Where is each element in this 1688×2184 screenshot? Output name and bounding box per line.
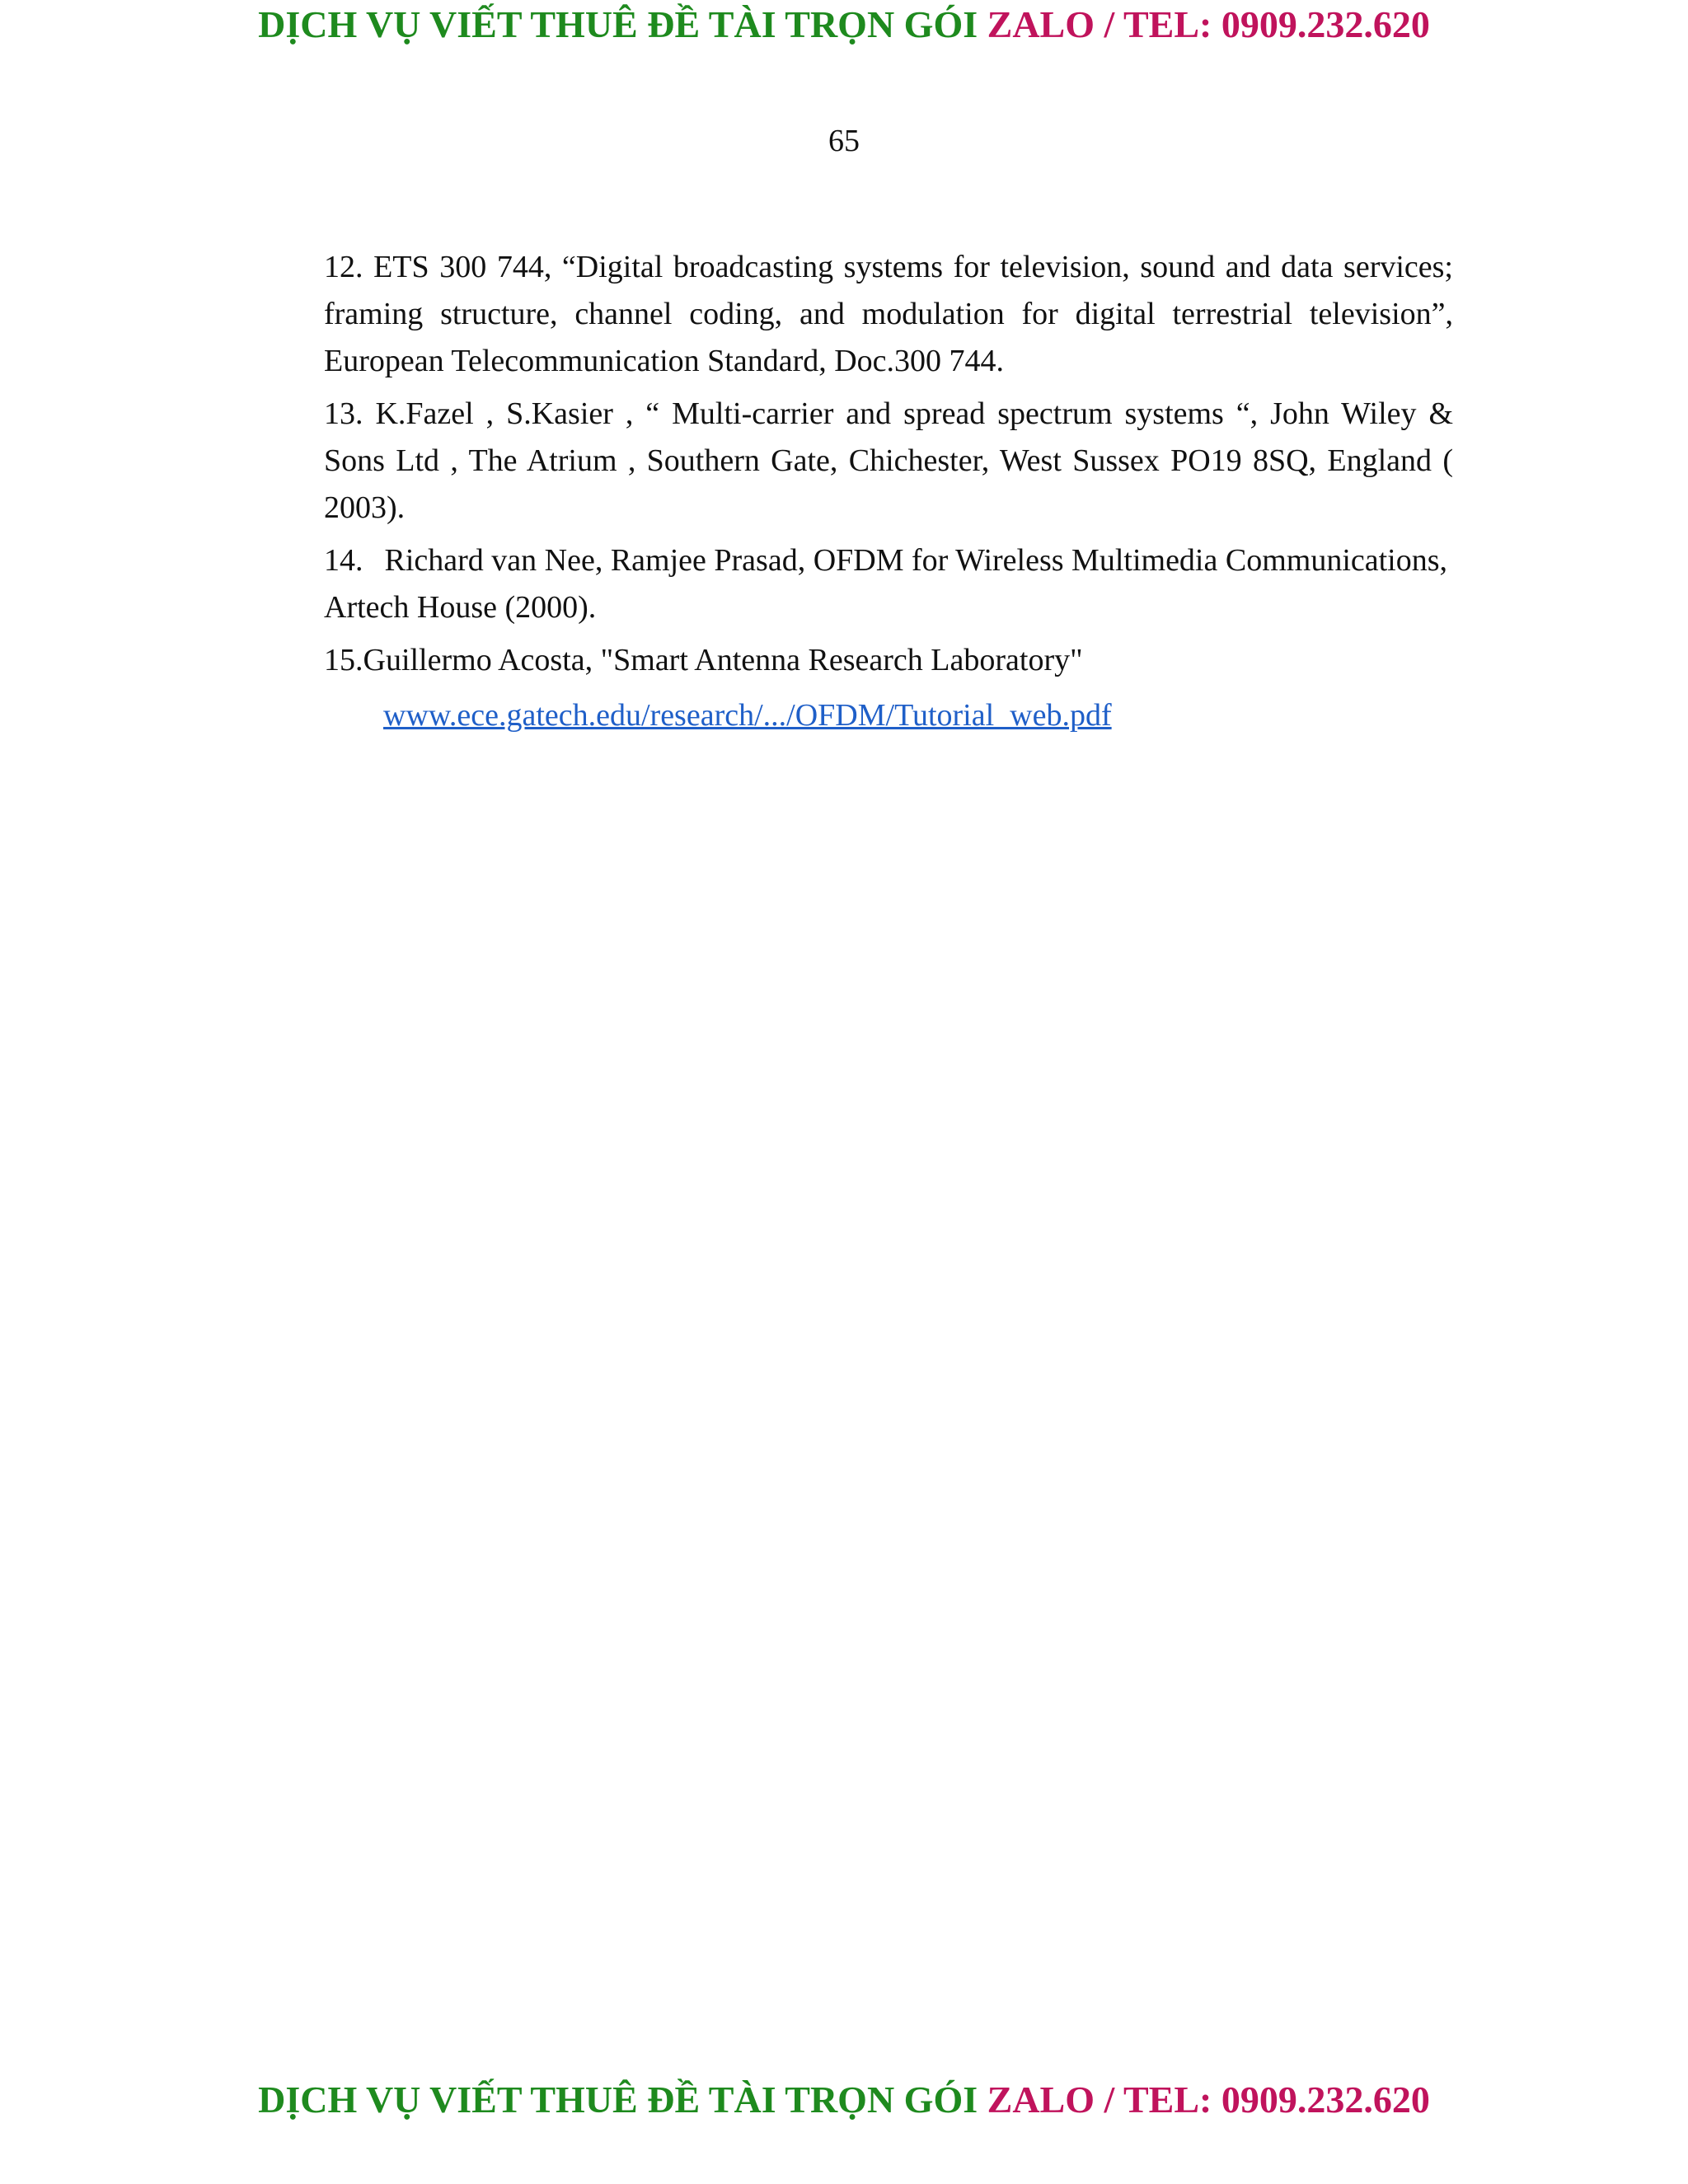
header-banner	[0, 2, 1688, 48]
header-service-text: DỊCH VỤ VIẾT THUÊ ĐỀ TÀI TRỌN GÓI	[258, 3, 978, 45]
page-number: 65	[828, 124, 860, 158]
reference-12: 12. ETS 300 744, “Digital broadcasting systems for television, sound and data services; framing structure, channel coding, and modulation for digital terrestrial television”, European Telecommunication Standard, Doc.300 744.	[324, 250, 1453, 378]
reference-14-number: 14.	[324, 543, 363, 578]
reference-15: 15.Guillermo Acosta, "Smart Antenna Research Laboratory"	[324, 643, 1083, 677]
reference-13: 13. K.Fazel , S.Kasier , “ Multi-carrier and spread spectrum systems “, John Wiley & Sons Ltd , The Atrium , Southern Gate, Chichester, West Sussex PO19 8SQ, England ( 2003).	[324, 396, 1453, 525]
reference-14-text: Richard van Nee, Ramjee Prasad, OFDM for Wireless Multimedia Communications, Artech House (2000).	[324, 543, 1448, 625]
reference-14	[324, 537, 1453, 631]
reference-list	[324, 244, 1453, 739]
footer-contact-text: ZALO / TEL: 0909.232.620	[987, 2079, 1430, 2121]
header-contact-text: ZALO / TEL: 0909.232.620	[987, 3, 1430, 45]
reference-15-link[interactable]: www.ece.gatech.edu/research/.../OFDM/Tutorial_web.pdf	[383, 698, 1112, 733]
footer-service-text: DỊCH VỤ VIẾT THUÊ ĐỀ TÀI TRỌN GÓI	[258, 2079, 978, 2121]
footer-banner	[0, 2077, 1688, 2123]
reference-15-link-line	[383, 692, 1453, 739]
